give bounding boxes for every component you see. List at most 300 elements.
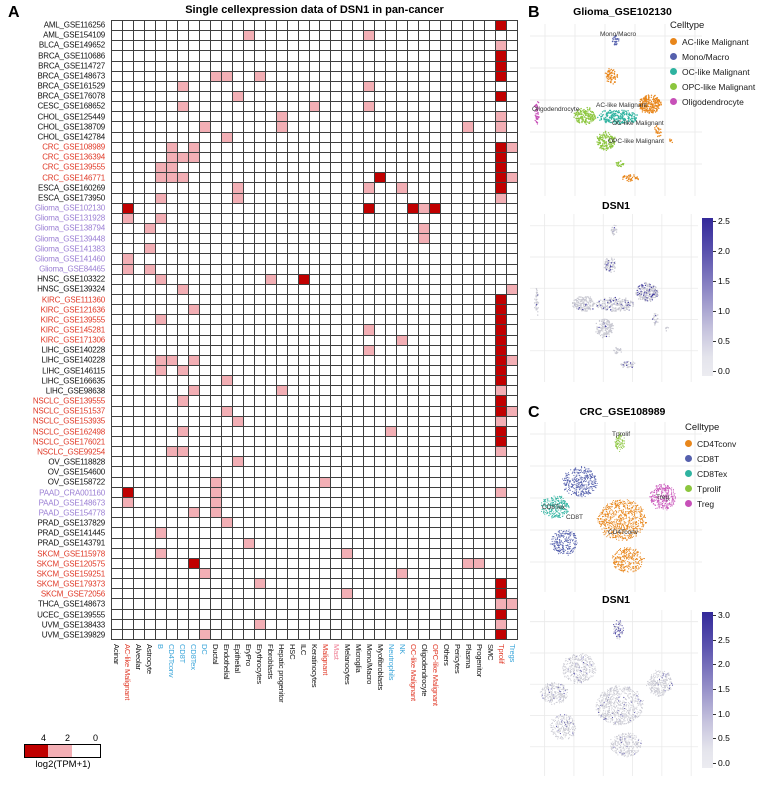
umap-point xyxy=(578,482,579,483)
heatmap-cell xyxy=(134,457,144,466)
heatmap-cell xyxy=(167,275,177,284)
umap-point xyxy=(605,131,606,132)
heatmap-cell xyxy=(507,579,517,588)
heatmap-cell xyxy=(277,437,287,446)
heatmap-cell xyxy=(463,579,473,588)
heatmap-cell xyxy=(375,295,385,304)
heatmap-cell xyxy=(134,579,144,588)
heatmap-cell xyxy=(255,589,265,598)
heatmap-cell xyxy=(288,51,298,60)
heatmap-cell xyxy=(452,539,462,548)
heatmap-cell xyxy=(244,72,254,81)
heatmap-cell xyxy=(145,62,155,71)
heatmap-cell xyxy=(189,295,199,304)
umap-point xyxy=(559,542,560,543)
umap-point xyxy=(585,479,586,480)
heatmap-cell xyxy=(353,31,363,40)
heatmap-cell xyxy=(408,194,418,203)
heatmap-cell xyxy=(386,539,396,548)
heatmap-cell xyxy=(331,173,341,182)
umap-point xyxy=(620,113,621,114)
heatmap-cell xyxy=(485,21,495,30)
heatmap-cell xyxy=(463,447,473,456)
heatmap-cell xyxy=(474,285,484,294)
row-label: ESCA_GSE173950 xyxy=(37,193,105,203)
heatmap-cell xyxy=(430,366,440,375)
heatmap-cell xyxy=(112,163,122,172)
heatmap-cell xyxy=(364,569,374,578)
umap-point xyxy=(580,469,581,470)
heatmap-cell xyxy=(134,21,144,30)
heatmap-cell xyxy=(189,396,199,405)
heatmap-cell xyxy=(266,21,276,30)
heatmap-cell xyxy=(496,630,506,639)
heatmap-cell xyxy=(452,407,462,416)
umap-point xyxy=(648,98,649,99)
heatmap-cell xyxy=(353,518,363,527)
heatmap-cell xyxy=(331,508,341,517)
heatmap-cell xyxy=(419,356,429,365)
heatmap-cell xyxy=(342,396,352,405)
heatmap-cell xyxy=(156,539,166,548)
heatmap-cell xyxy=(507,437,517,446)
heatmap-cell xyxy=(233,407,243,416)
heatmap-cell xyxy=(507,285,517,294)
heatmap-cell xyxy=(255,214,265,223)
heatmap-cell xyxy=(320,498,330,507)
heatmap-cell xyxy=(299,620,309,629)
heatmap-cell xyxy=(178,630,188,639)
heatmap-cell xyxy=(145,234,155,243)
heatmap-cell xyxy=(134,437,144,446)
heatmap-cell xyxy=(112,183,122,192)
umap-point xyxy=(576,485,577,486)
heatmap-cell xyxy=(397,549,407,558)
umap-point xyxy=(575,477,576,478)
row-label: CHOL_GSE125449 xyxy=(37,112,105,122)
heatmap-cell xyxy=(167,153,177,162)
heatmap-cell xyxy=(452,559,462,568)
heatmap-cell xyxy=(288,254,298,263)
umap-point xyxy=(601,328,602,329)
umap-point xyxy=(572,473,573,474)
heatmap-cell xyxy=(299,599,309,608)
heatmap-cell xyxy=(419,396,429,405)
heatmap-cell xyxy=(123,41,133,50)
heatmap-cell xyxy=(211,315,221,324)
heatmap-cell xyxy=(255,21,265,30)
umap-point xyxy=(648,103,649,104)
heatmap-cell xyxy=(189,569,199,578)
heatmap-cell xyxy=(430,396,440,405)
heatmap-cell xyxy=(277,21,287,30)
heatmap-cell xyxy=(496,41,506,50)
heatmap-cell xyxy=(189,112,199,121)
heatmap-cell xyxy=(277,599,287,608)
column-label: Myofibroblasts xyxy=(376,644,385,691)
heatmap-cell xyxy=(419,528,429,537)
umap-point xyxy=(534,298,535,299)
heatmap-cell xyxy=(277,518,287,527)
heatmap-cell xyxy=(452,396,462,405)
heatmap-cell xyxy=(441,599,451,608)
heatmap-cell xyxy=(222,427,232,436)
heatmap-cell xyxy=(485,528,495,537)
heatmap-cell xyxy=(244,559,254,568)
heatmap-cell xyxy=(452,325,462,334)
umap-point xyxy=(645,295,646,296)
umap-point xyxy=(666,330,667,331)
heatmap-cell xyxy=(463,386,473,395)
heatmap-cell xyxy=(167,112,177,121)
heatmap-cell xyxy=(331,224,341,233)
umap-point xyxy=(583,299,584,300)
umap-point xyxy=(605,132,606,133)
umap-point xyxy=(600,113,601,114)
heatmap-cell xyxy=(145,356,155,365)
heatmap-cell xyxy=(408,143,418,152)
heatmap-cell xyxy=(288,41,298,50)
umap-point xyxy=(588,494,589,495)
legend-dot-icon xyxy=(670,38,677,45)
heatmap-cell xyxy=(277,275,287,284)
heatmap-cell xyxy=(408,508,418,517)
heatmap-cell xyxy=(408,366,418,375)
heatmap-cell xyxy=(189,518,199,527)
umap-point xyxy=(610,327,611,328)
heatmap-cell xyxy=(233,265,243,274)
heatmap-cell xyxy=(288,610,298,619)
umap-point xyxy=(588,484,589,485)
heatmap-cell xyxy=(178,620,188,629)
heatmap-cell xyxy=(244,569,254,578)
heatmap-cell xyxy=(386,630,396,639)
heatmap-cell xyxy=(342,589,352,598)
umap-point xyxy=(613,300,614,301)
heatmap-cell xyxy=(419,447,429,456)
heatmap-cell xyxy=(331,254,341,263)
umap-point xyxy=(609,70,610,71)
heatmap-cell xyxy=(353,620,363,629)
heatmap-cell xyxy=(375,467,385,476)
heatmap-cell xyxy=(364,610,374,619)
umap-point xyxy=(583,492,584,493)
heatmap-cell xyxy=(233,366,243,375)
umap-point xyxy=(582,120,583,121)
heatmap-cell xyxy=(244,295,254,304)
row-label: KIRC_GSE145281 xyxy=(40,325,105,335)
heatmap-cell xyxy=(178,204,188,213)
umap-point xyxy=(559,535,560,536)
heatmap-cell xyxy=(134,214,144,223)
heatmap-cell xyxy=(430,589,440,598)
heatmap-colorbar-legend xyxy=(24,733,134,779)
umap-point xyxy=(536,307,537,308)
legend-item xyxy=(670,94,770,109)
umap-point xyxy=(595,331,596,332)
umap-point xyxy=(615,308,616,309)
umap-point xyxy=(627,300,628,301)
umap-point xyxy=(585,484,586,485)
umap-point xyxy=(657,318,658,319)
heatmap-cell xyxy=(375,478,385,487)
colorbar-tick-mark xyxy=(713,371,716,372)
heatmap-cell xyxy=(430,610,440,619)
heatmap-cell xyxy=(310,457,320,466)
heatmap-cell xyxy=(145,630,155,639)
heatmap-cell xyxy=(134,153,144,162)
umap-point xyxy=(614,227,615,228)
umap-point xyxy=(632,114,633,115)
heatmap-cell xyxy=(397,224,407,233)
heatmap-cell xyxy=(200,478,210,487)
heatmap-cell xyxy=(364,265,374,274)
umap-point xyxy=(580,485,581,486)
heatmap-cell xyxy=(507,559,517,568)
heatmap-cell xyxy=(507,396,517,405)
heatmap-cell xyxy=(200,549,210,558)
heatmap-cell xyxy=(112,265,122,274)
heatmap-cell xyxy=(255,224,265,233)
umap-point xyxy=(597,333,598,334)
heatmap-cell xyxy=(123,305,133,314)
umap-point xyxy=(655,98,656,99)
heatmap-cell xyxy=(386,559,396,568)
heatmap-cell xyxy=(507,417,517,426)
heatmap-cell xyxy=(485,447,495,456)
heatmap-cell xyxy=(452,265,462,274)
heatmap-cell xyxy=(299,549,309,558)
heatmap-cell xyxy=(430,51,440,60)
umap-point xyxy=(575,484,576,485)
heatmap-cell xyxy=(386,447,396,456)
umap-point xyxy=(625,298,626,299)
heatmap-cell xyxy=(123,437,133,446)
umap-point xyxy=(646,295,647,296)
column-label: EryPro xyxy=(244,644,253,667)
heatmap-cell xyxy=(452,21,462,30)
heatmap-cell xyxy=(364,325,374,334)
umap-point xyxy=(610,73,611,74)
heatmap-cell xyxy=(353,295,363,304)
heatmap-cell xyxy=(353,508,363,517)
heatmap-cell xyxy=(277,447,287,456)
umap-point xyxy=(536,116,537,117)
heatmap-cell xyxy=(408,265,418,274)
heatmap-cell xyxy=(244,163,254,172)
heatmap-cell xyxy=(299,275,309,284)
umap-point xyxy=(574,537,575,538)
heatmap-cell xyxy=(342,163,352,172)
umap-point xyxy=(589,470,590,471)
heatmap-cell xyxy=(496,315,506,324)
heatmap-cell xyxy=(342,254,352,263)
umap-point xyxy=(633,176,634,177)
heatmap-cell xyxy=(167,183,177,192)
heatmap-cell xyxy=(277,295,287,304)
heatmap-cell xyxy=(364,620,374,629)
heatmap-cell xyxy=(397,204,407,213)
heatmap-cell xyxy=(200,386,210,395)
heatmap-cell xyxy=(463,92,473,101)
heatmap-cell xyxy=(419,21,429,30)
umap-point xyxy=(613,77,614,78)
row-label: Glioma_GSE138794 xyxy=(34,223,105,233)
heatmap-cell xyxy=(419,224,429,233)
heatmap-cell xyxy=(200,51,210,60)
heatmap-cell xyxy=(244,143,254,152)
row-label: PRAD_GSE143791 xyxy=(37,538,105,548)
umap-point xyxy=(581,300,582,301)
heatmap-cell xyxy=(167,194,177,203)
umap-point xyxy=(580,114,581,115)
heatmap-cell xyxy=(452,315,462,324)
umap-point xyxy=(649,109,650,110)
heatmap-cell xyxy=(441,386,451,395)
umap-point xyxy=(613,39,614,40)
heatmap-cell xyxy=(156,143,166,152)
heatmap-cell xyxy=(375,599,385,608)
heatmap-cell xyxy=(430,72,440,81)
heatmap-cell xyxy=(507,325,517,334)
heatmap-cell xyxy=(244,579,254,588)
heatmap-cell xyxy=(430,41,440,50)
heatmap-cell xyxy=(364,396,374,405)
heatmap-cell xyxy=(200,376,210,385)
heatmap-cell xyxy=(507,275,517,284)
heatmap-cell xyxy=(430,183,440,192)
heatmap-cell xyxy=(452,133,462,142)
heatmap-cell xyxy=(474,539,484,548)
heatmap-cell xyxy=(364,82,374,91)
umap-point xyxy=(619,447,620,448)
heatmap-cell xyxy=(112,112,122,121)
umap-point xyxy=(577,495,578,496)
heatmap-cell xyxy=(145,204,155,213)
heatmap-cell xyxy=(463,82,473,91)
heatmap-cell xyxy=(507,336,517,345)
heatmap-cell xyxy=(211,244,221,253)
heatmap-cell xyxy=(452,579,462,588)
celltype-legend-b xyxy=(670,20,770,109)
heatmap-cell xyxy=(331,539,341,548)
umap-point xyxy=(593,484,594,485)
heatmap-cell xyxy=(474,478,484,487)
heatmap-cell xyxy=(430,224,440,233)
umap-point xyxy=(646,291,647,292)
umap-point xyxy=(586,124,587,125)
umap-point xyxy=(602,319,603,320)
heatmap-cell xyxy=(255,194,265,203)
heatmap-cell xyxy=(288,163,298,172)
heatmap-cell xyxy=(277,31,287,40)
heatmap-cell xyxy=(189,92,199,101)
umap-point xyxy=(605,268,606,269)
umap-point xyxy=(614,234,615,235)
heatmap-cell xyxy=(112,589,122,598)
heatmap-cell xyxy=(364,254,374,263)
column-label: Malignant xyxy=(321,644,330,676)
heatmap-cell xyxy=(123,366,133,375)
heatmap-cell xyxy=(375,31,385,40)
heatmap-cell xyxy=(310,336,320,345)
umap-point xyxy=(652,297,653,298)
umap-point xyxy=(606,134,607,135)
heatmap-cell xyxy=(310,620,320,629)
heatmap-cell xyxy=(452,194,462,203)
heatmap-cell xyxy=(419,41,429,50)
umap-point xyxy=(656,291,657,292)
heatmap-cell xyxy=(112,234,122,243)
heatmap-cell xyxy=(299,204,309,213)
heatmap-cell xyxy=(474,41,484,50)
umap-point xyxy=(606,143,607,144)
heatmap-cell xyxy=(200,173,210,182)
heatmap-cell xyxy=(441,417,451,426)
umap-point xyxy=(605,117,606,118)
heatmap-cell xyxy=(342,437,352,446)
heatmap-cell xyxy=(320,224,330,233)
heatmap-cell xyxy=(310,305,320,314)
umap-point xyxy=(622,308,623,309)
heatmap-cell xyxy=(485,285,495,294)
heatmap-cell xyxy=(123,599,133,608)
heatmap-cell xyxy=(408,183,418,192)
heatmap-cell xyxy=(452,376,462,385)
heatmap-cell xyxy=(485,467,495,476)
heatmap-cell xyxy=(364,356,374,365)
heatmap-cell xyxy=(266,366,276,375)
heatmap-cell xyxy=(408,51,418,60)
heatmap-cell xyxy=(288,325,298,334)
umap-point xyxy=(582,486,583,487)
umap-point xyxy=(612,269,613,270)
heatmap-cell xyxy=(255,579,265,588)
umap-point xyxy=(656,321,657,322)
heatmap-cell xyxy=(397,102,407,111)
heatmap-cell xyxy=(288,82,298,91)
heatmap-cell xyxy=(419,518,429,527)
heatmap-cell xyxy=(441,356,451,365)
umap-point xyxy=(573,536,574,537)
heatmap-cell xyxy=(485,122,495,131)
umap-point xyxy=(619,441,620,442)
umap-point xyxy=(654,129,655,130)
heatmap-cell xyxy=(353,41,363,50)
heatmap-cell xyxy=(419,376,429,385)
heatmap-cell xyxy=(211,508,221,517)
heatmap-cell xyxy=(299,92,309,101)
heatmap-cell xyxy=(419,163,429,172)
heatmap-cell xyxy=(277,427,287,436)
heatmap-cell xyxy=(496,539,506,548)
heatmap-cell xyxy=(200,305,210,314)
heatmap-cell xyxy=(430,569,440,578)
umap-point xyxy=(592,475,593,476)
umap-point xyxy=(578,302,579,303)
heatmap-cell xyxy=(255,346,265,355)
heatmap-cell xyxy=(507,589,517,598)
heatmap-cell xyxy=(266,82,276,91)
heatmap-cell xyxy=(134,72,144,81)
umap-point xyxy=(600,139,601,140)
heatmap-cell xyxy=(189,346,199,355)
heatmap-cell xyxy=(266,325,276,334)
heatmap-cell xyxy=(134,102,144,111)
umap-point xyxy=(537,301,538,302)
heatmap-cell xyxy=(474,620,484,629)
umap-point xyxy=(626,305,627,306)
